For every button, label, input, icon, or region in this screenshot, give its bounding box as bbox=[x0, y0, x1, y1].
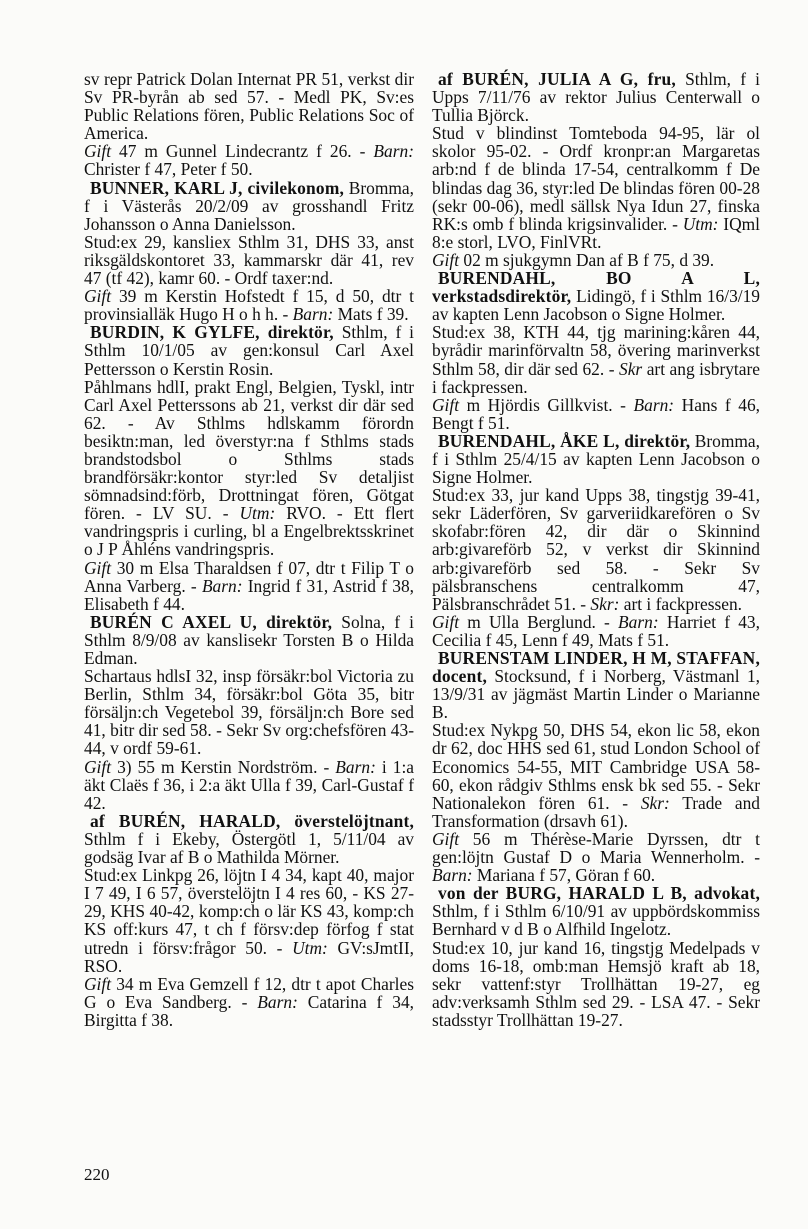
entry-header bbox=[84, 613, 414, 667]
career-text: Påhlmans hdlI, prakt Engl, Belgien, Tyskl, intr Carl Axel Petterssons ab 21, verkst dir där sed 62. - Av Sthlms hdlskamm förordn besiktn:man, led överstyr:na f Sthlms stads brandstodsbol o Sthlms stads brandförsäkr:kontor styr:led Sv detaljist sömnadsind:förb, Drottningat fören, Götgat fören. - LV SU. - bbox=[84, 376, 414, 524]
career-text: Stud:ex Nykpg 50, DHS 54, ekon lic 58, ekon dr 62, doc HHS sed 61, stud London School of Economics 54-55, MIT Cambridge USA 58-60, ekon rådgiv Sthlms ensk bk sed 55. - Sekr Nationalekon fören 61. - bbox=[432, 720, 760, 813]
entry-birth: Sthlm f i Ekeby, Östergötl 1, 5/11/04 av godsäg Ivar af B o Mathilda Mörner. bbox=[84, 828, 414, 868]
entry-header bbox=[432, 649, 760, 721]
barn-label: Barn: bbox=[257, 991, 298, 1012]
gift-label: Gift bbox=[432, 611, 460, 632]
entry-header bbox=[432, 70, 760, 124]
barn-text: Ingrid f 31, Astrid f 38, Elisabeth f 44. bbox=[84, 575, 415, 614]
entry-family bbox=[432, 830, 760, 884]
entry-buren-c-axel bbox=[84, 613, 414, 812]
entry-header bbox=[432, 884, 760, 938]
barn-label: Barn: bbox=[633, 394, 675, 415]
gift-text: 02 m sjukgymn Dan af B f 75, d 39. bbox=[459, 249, 715, 270]
utm-text: RVO. - Ett flert vandringspris i curling, bl a Engelbrektsskrinet o J P Åhléns vandringspris. bbox=[84, 503, 414, 560]
entry-family bbox=[84, 758, 414, 812]
entry-text: sv repr Patrick Dolan Internat PR 51, verkst dir Sv PR-byrån ab sed 57. - Medl PK, Sv:es Public Relations fören, Public Relations Soc of America. bbox=[84, 69, 414, 144]
entry-name: BURENSTAM LINDER, H M, STAFFAN, docent, bbox=[432, 648, 760, 687]
career-text: Stud:ex 33, jur kand Upps 38, tingstjg 39-41, sekr Läderfören, Sv garveriidkarefören o Sv skofabr:fören 42, dir där o Skinnind arb:givareförb 52, v verkst dir Skinnind arb:givareförb sed 58. - Sekr Sv pälsbranschens centralkomm 47, Pälsbranschrådet 51. - bbox=[432, 485, 760, 614]
gift-label: Gift bbox=[84, 973, 112, 994]
entry-family bbox=[84, 559, 414, 613]
entry-header bbox=[84, 812, 414, 866]
entry-career bbox=[432, 323, 760, 395]
entry-family bbox=[84, 975, 414, 1029]
barn-text: Catarina f 34, Birgitta f 38. bbox=[84, 991, 414, 1030]
gift-text: m Ulla Berglund. - bbox=[459, 611, 619, 632]
barn-label: Barn: bbox=[432, 865, 473, 886]
entry-burdin bbox=[84, 323, 414, 613]
entry-name: BURG, HARALD L B, advokat, bbox=[505, 883, 760, 904]
entry-birth: Bromma, f i Sthlm 25/4/15 av kapten Lenn Jacobson o Signe Holmer. bbox=[432, 430, 760, 488]
entry-header bbox=[84, 179, 414, 233]
entry-bunner bbox=[84, 179, 414, 324]
barn-text: Mats f 39. bbox=[333, 304, 409, 325]
entry-name: BURENDAHL, ÅKE L, direktör, bbox=[438, 430, 691, 451]
entry-prefix: af bbox=[90, 810, 119, 831]
entry-birth: Lidingö, f i Sthlm 16/3/19 av kapten Lenn Jacobson o Signe Holmer. bbox=[432, 286, 760, 325]
skr-label: Skr: bbox=[590, 593, 620, 614]
barn-text: Christer f 47, Peter f 50. bbox=[84, 159, 253, 180]
entry-prefix: von der bbox=[438, 883, 506, 904]
entry-name: BURÉN, HARALD, överstelöjtnant, bbox=[118, 810, 414, 831]
gift-text: m Hjördis Gillkvist. - bbox=[459, 394, 634, 415]
utm-label: Utm: bbox=[682, 213, 719, 234]
barn-label: Barn: bbox=[618, 611, 659, 632]
entry-af-buren-harald bbox=[84, 812, 414, 1029]
gift-text: 39 m Kerstin Hofstedt f 15, d 50, dtr t provinsialläk Hugo H o h h. - bbox=[84, 286, 414, 325]
gift-label: Gift bbox=[432, 249, 460, 270]
gift-label: Gift bbox=[84, 557, 112, 578]
gift-text: 56 m Thérèse-Marie Dyrssen, dtr t gen:löjtn Gustaf D o Maria Wennerholm. - bbox=[432, 828, 760, 868]
barn-label: Barn: bbox=[201, 575, 243, 596]
barn-label: Barn: bbox=[292, 304, 334, 325]
gift-text: 47 m Gunnel Lindecrantz f 26. - bbox=[111, 141, 374, 162]
gift-label: Gift bbox=[84, 286, 112, 307]
utm-label: Utm: bbox=[292, 937, 328, 958]
career-text: Stud:ex 38, KTH 44, tjg marining:kåren 44, byrådir marinförvaltn 58, övering marinverkst Sthlm 58, dir där sed 62. - bbox=[432, 322, 760, 379]
entry-birth: Sthlm, f i Upps 7/11/76 av rektor Julius Centerwall o Tullia Björck. bbox=[432, 69, 761, 126]
barn-text: Mariana f 57, Göran f 60. bbox=[472, 865, 656, 886]
gift-text: 3) 55 m Kerstin Nordström. - bbox=[111, 756, 336, 777]
entry-family bbox=[432, 396, 760, 432]
gift-label: Gift bbox=[84, 756, 112, 777]
skr-text: art ang isbrytare i fackpressen. bbox=[432, 358, 760, 397]
entry-birth: Stocksund, f i Norberg, Västmanl 1, 13/9/31 av jägmäst Martin Linder o Marianne B. bbox=[432, 666, 760, 723]
utm-label: Utm: bbox=[239, 503, 276, 524]
barn-label: Barn: bbox=[335, 756, 376, 777]
entry-continuation bbox=[84, 70, 414, 179]
barn-text: i 1:a äkt Claës f 36, i 2:a äkt Ulla f 39, Carl-Gustaf f 42. bbox=[84, 756, 414, 813]
career-text: Stud v blindinst Tomteboda 94-95, lär ol skolor 95-02. - Ordf kronpr:an Margaretas arb:nd f de blinda 17-54, centralkomm f De blindas dag 36, styr:led De blindas fören 00-28 (sekr 00-06), medl sällsk Nya Idun 27, finska RK:s omb f blinda krigsinvalider. - bbox=[432, 123, 760, 234]
entry-von-der-burg bbox=[432, 884, 760, 1029]
entry-career: Stud:ex 29, kansliex Sthlm 31, DHS 33, anst riksgäldskontoret 33, kammarskr där 41, rev 47 (tf 42), kamr 60. - Ordf taxer:nd. bbox=[84, 231, 414, 289]
skr-text: art i fackpressen. bbox=[619, 593, 743, 614]
entry-career bbox=[84, 378, 414, 559]
career-text: Stud:ex Linkpg 26, löjtn I 4 34, kapt 40, major I 7 49, I 6 57, överstelöjtn I 4 res 60, - KS 27-29, KHS 40-42, komp:ch o lär KS 43, komp:ch KS off:kurs 47, t ch f försv:dep förfog f stat utredn i försv:frågor 50. - bbox=[84, 865, 414, 958]
entry-header bbox=[432, 432, 760, 486]
entry-af-buren-julia bbox=[432, 70, 760, 269]
entry-career: Schartaus hdlsI 32, insp försäkr:bol Victoria zu Berlin, Sthlm 34, försäkr:bol Göta 35, bitr försäljn:ch Vegetebol 39, försäljn:ch Bore sed 41, bitr dir sed 58. - Sekr Sv org:chefsfören 43-44, v ordf 59-61. bbox=[84, 666, 414, 759]
entry-name: BURÉN C AXEL U, direktör, bbox=[90, 611, 333, 632]
entry-birth: Solna, f i Sthlm 8/9/08 av kanslisekr Torsten B o Hilda Edman. bbox=[84, 611, 414, 668]
entry-prefix: af bbox=[438, 69, 463, 89]
entry-header bbox=[432, 269, 760, 323]
entry-birth: Bromma, f i Västerås 20/2/09 av grosshandl Fritz Johansson o Anna Danielsson. bbox=[84, 177, 414, 234]
entry-name: BURÉN, JULIA A G, fru, bbox=[462, 69, 676, 89]
gift-label: Gift bbox=[432, 394, 460, 415]
entry-name: BURENDAHL, BO A L, verkstadsdirektör, bbox=[432, 268, 760, 307]
skr-label: Skr bbox=[619, 358, 643, 379]
barn-label: Barn: bbox=[373, 141, 414, 162]
entry-birth: Sthlm, f i Sthlm 6/10/91 av uppbördskommiss Bernhard v d B o Alfhild Ingelotz. bbox=[432, 901, 760, 940]
entry-name: BUNNER, KARL J, civilekonom, bbox=[90, 177, 345, 198]
entry-family bbox=[432, 251, 760, 269]
gift-label: Gift bbox=[84, 141, 112, 162]
entry-name: BURDIN, K GYLFE, direktör, bbox=[90, 322, 334, 343]
page-number: 220 bbox=[84, 1165, 110, 1184]
barn-text: Harriet f 43, Cecilia f 45, Lenn f 49, Mats f 51. bbox=[432, 611, 760, 650]
entry-family bbox=[432, 613, 760, 649]
gift-label: Gift bbox=[432, 828, 460, 849]
entry-burendahl-ake bbox=[432, 432, 760, 649]
entry-career bbox=[432, 486, 760, 613]
entry-career: Stud:ex 10, jur kand 16, tingstjg Medelpads v doms 16-18, omb:man Hemsjö kraft ab 18, sekr vattenf:styr Trollhättan 19-27, eg adv:verksamh Sthlm sed 29. - LSA 47. - Sekr stadsstyr Trollhättan 19-27. bbox=[432, 937, 760, 1030]
gift-text: 34 m Eva Gemzell f 12, dtr t apot Charles G o Eva Sandberg. - bbox=[84, 973, 414, 1012]
gift-text: 30 m Elsa Tharaldsen f 07, dtr t Filip T o Anna Varberg. - bbox=[84, 557, 414, 596]
entry-burenstam-linder bbox=[432, 649, 760, 884]
right-column bbox=[432, 70, 760, 1029]
entry-family bbox=[84, 287, 414, 323]
entry-career bbox=[432, 124, 760, 251]
entry-career bbox=[432, 721, 760, 830]
entry-career bbox=[84, 866, 414, 975]
entry-family bbox=[84, 142, 414, 178]
skr-text: Trade and Transformation (drsavh 61). bbox=[432, 792, 760, 831]
left-column bbox=[84, 70, 414, 1029]
barn-text: Hans f 46, Bengt f 51. bbox=[432, 394, 760, 433]
entry-header bbox=[84, 323, 414, 377]
entry-burendahl-bo bbox=[432, 269, 760, 432]
utm-text: GV:sJmtII, RSO. bbox=[84, 937, 414, 976]
entry-birth: Sthlm, f i Sthlm 10/1/05 av gen:konsul Carl Axel Pettersson o Kerstin Rosin. bbox=[84, 322, 414, 379]
skr-label: Skr: bbox=[640, 792, 670, 813]
utm-text: IQml 8:e storl, LVO, FinlVRt. bbox=[432, 213, 760, 252]
